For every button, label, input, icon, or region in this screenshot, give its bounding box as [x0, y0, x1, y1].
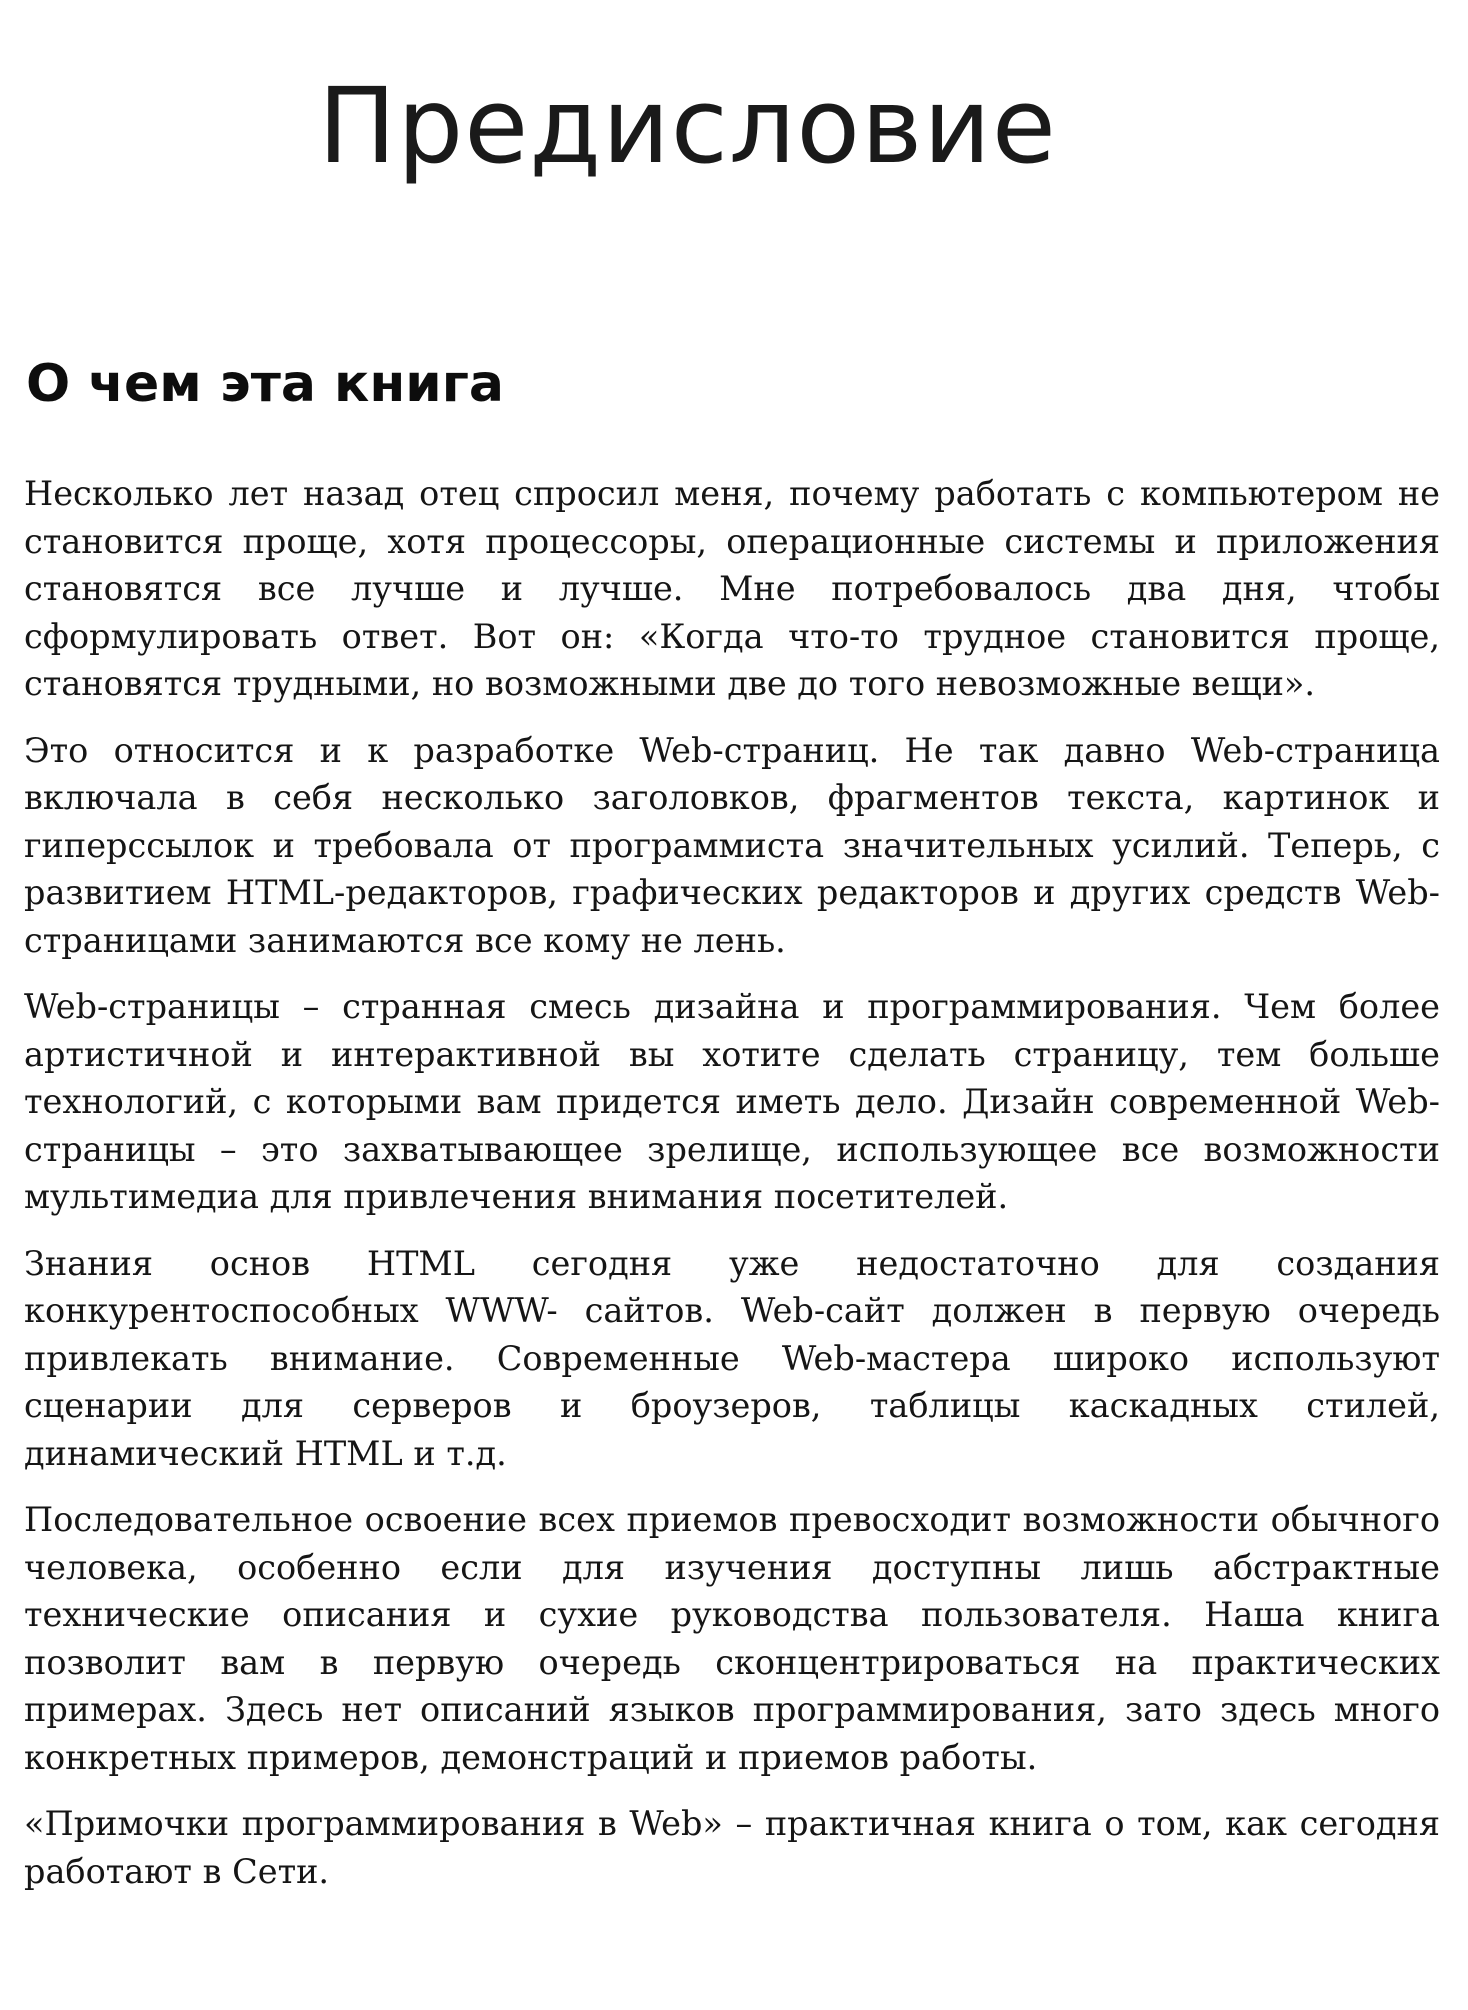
body-text [24, 470, 1440, 1914]
section-heading: О чем эта книга [26, 354, 504, 414]
chapter-title: Предисловие [318, 65, 1057, 187]
paragraph-2: Это относится и к разработке Web-страниц. Не так давно Web-страница включала в себя несколько заголовков, фрагментов текста, картинок и гиперссылок и требовала от программиста значительных усилий. Теперь, с развитием HTML-редакторов, графических редакторов и других средств Web-страницами занимаются все кому не лень. [24, 730, 1440, 960]
paragraph-6: «Примочки программирования в Web» – практичная книга о том, как сегодня работают в Сети. [24, 1804, 1440, 1891]
paragraph-3: Web-страницы – странная смесь дизайна и программирования. Чем более артистичной и интерактивной вы хотите сделать страницу, тем больше технологий, с которыми вам придется иметь дело. Дизайн современной Web-страницы – это захватывающее зрелище, использующее все возможности мультимедиа для привлечения внимания посетителей. [24, 987, 1440, 1216]
paragraph-1: Несколько лет назад отец спросил меня, почему работать с компьютером не становится проще, хотя процессоры, операционные системы и приложения становятся все лучше и лучше. Мне потребовалось два дня, чтобы сформулировать ответ. Вот он: «Когда что-то трудное становится проще, становятся трудными, но возможными две до того невозможные вещи». [24, 474, 1440, 703]
paragraph-5: Последовательное освоение всех приемов превосходит возможности обычного человека, особенно если для изучения доступны лишь абстрактные технические описания и сухие руководства пользователя. Наша книга позволит вам в первую очередь сконцентрироваться на практических примерах. Здесь нет описаний языков программирования, зато здесь много конкретных примеров, демонстраций и приемов работы. [24, 1500, 1440, 1777]
paragraph-4: Знания основ HTML сегодня уже недостаточно для создания конкурентоспособных WWW- сайтов. Web-сайт должен в первую очередь привлекать внимание. Современные Web-мастера широко используют сценарии для серверов и броузеров, таблицы каскадных стилей, динамический HTML и т.д. [24, 1243, 1440, 1473]
